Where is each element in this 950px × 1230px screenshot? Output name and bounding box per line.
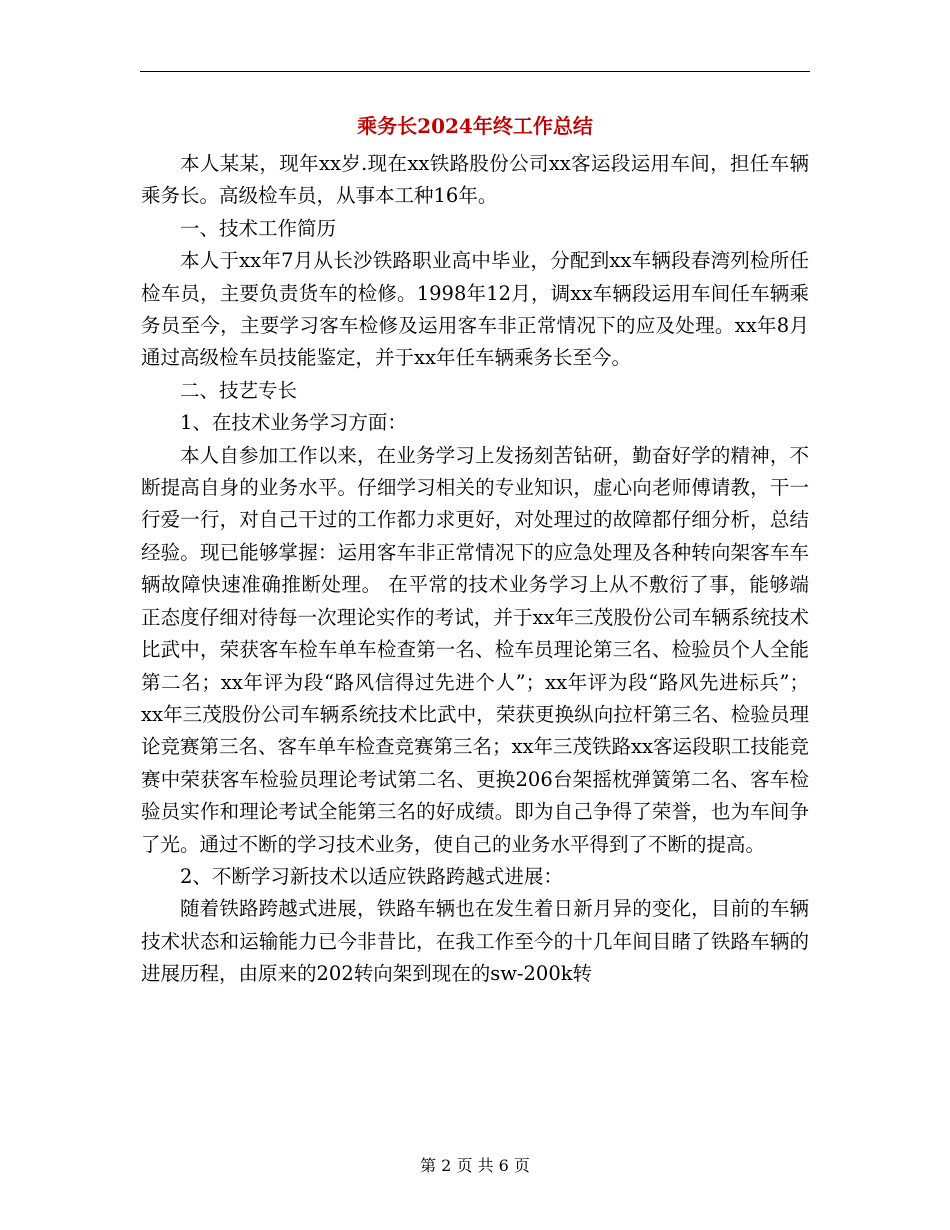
- header-rule: [140, 71, 810, 72]
- subsection-heading-2: 2、不断学习新技术以适应铁路跨越式进展：: [180, 864, 563, 888]
- section-heading-2: 二、技艺专长: [180, 378, 298, 402]
- subsection-heading-1: 1、在技术业务学习方面：: [180, 411, 407, 435]
- page-footer: 第 2 页 共 6 页: [420, 1156, 530, 1175]
- intro-paragraph: 本人某某，现年xx岁.现在xx铁路股份公司xx客运段运用车间，担任车辆乘务长。高级检车员，从事本工种16年。: [141, 152, 809, 208]
- study-paragraph: 本人自参加工作以来，在业务学习上发扬刻苦钻研，勤奋好学的精神，不断提高自身的业务水平。仔细学习相关的专业知识，虚心向老师傅请教，干一行爱一行，对自己干过的工作都力求更好，对处理过的故障都仔细分析，总结经验。现已能够掌握：运用客车非正常情况下的应急处理及各种转向架客车车辆故障快速准确推断处理。 在平常的技术业务学习上从不敷衍了事，能够端正态度仔细对待每一次理论实作的考试，并于xx年三茂股份公司车辆系统技术比武中，荣获客车检车单车检查第一名、检车员理论第三名、检验员个人全能第二名；xx年评为段“路风信得过先进个人”；xx年评为段“路风先进标兵”；xx年三茂股份公司车辆系统技术比武中，荣获更换纵向拉杆第三名、检验员理论竞赛第三名、客车单车检查竞赛第三名；xx年三茂铁路xx客运段职工技能竞赛中荣获客车检验员理论考试第二名、更换206台架摇枕弹簧第二名、客车检验员实作和理论考试全能第三名的好成绩。即为自己争得了荣誉，也为车间争了光。通过不断的学习技术业务，使自己的业务水平得到了不断的提高。: [141, 443, 809, 856]
- section-heading-1: 一、技术工作简历: [180, 216, 337, 240]
- new-tech-paragraph: 随着铁路跨越式进展，铁路车辆也在发生着日新月异的变化，目前的车辆技术状态和运输能力已今非昔比，在我工作至今的十几年间目睹了铁路车辆的进展历程，由原来的202转向架到现在的sw-200k转: [141, 897, 809, 986]
- document-body: [141, 148, 809, 991]
- work-history-paragraph: 本人于xx年7月从长沙铁路职业高中毕业，分配到xx车辆段春湾列检所任检车员，主要负责货车的检修。1998年12月，调xx车辆段运用车间任车辆乘务员至今，主要学习客车检修及运用客车非正常情况下的应及处理。xx年8月通过高级检车员技能鉴定，并于xx年任车辆乘务长至今。: [141, 249, 809, 370]
- document-title: 乘务长2024年终工作总结: [357, 114, 593, 138]
